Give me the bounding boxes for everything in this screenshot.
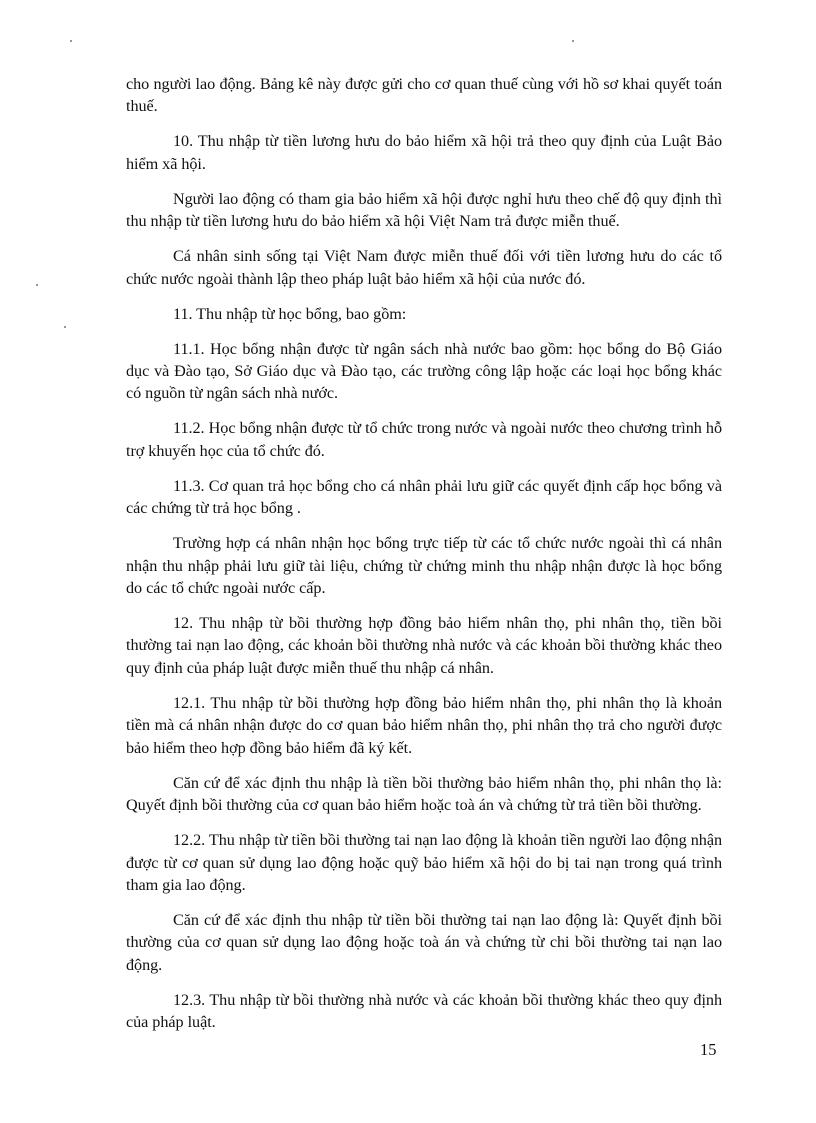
paragraph-item-10: 10. Thu nhập từ tiền lương hưu do bảo hiểm xã hội trả theo quy định của Luật Bảo hiểm xã hội. <box>126 132 722 173</box>
scan-speck <box>572 40 574 42</box>
paragraph: Cá nhân sinh sống tại Việt Nam được miễn thuế đối với tiền lương hưu do các tổ chức nước ngoài thành lập theo pháp luật bảo hiểm xã hội của nước đó. <box>126 247 722 288</box>
paragraph: Người lao động có tham gia bảo hiểm xã hội được nghỉ hưu theo chế độ quy định thì thu nhập từ tiền lương hưu do bảo hiểm xã hội Việt Nam trả được miễn thuế. <box>126 189 722 231</box>
scan-speck <box>64 326 66 328</box>
scan-speck <box>70 40 72 42</box>
document-body <box>126 73 722 1046</box>
page-number: 15 <box>700 1040 717 1059</box>
paragraph-item-12: 12. Thu nhập từ bồi thường hợp đồng bảo hiểm nhân thọ, phi nhân thọ, tiền bồi thường tai nạn lao động, các khoản bồi thường nhà nước và các khoản bồi thường khác theo quy định của pháp luật được miễn thuế thu nhập cá nhân. <box>126 614 722 677</box>
paragraph: Căn cứ để xác định thu nhập là tiền bồi thường bảo hiểm nhân thọ, phi nhân thọ là: Quyết định bồi thường của cơ quan bảo hiểm hoặc toà án và chứng từ trả tiền bồi thường. <box>126 773 722 815</box>
paragraph: Căn cứ để xác định thu nhập từ tiền bồi thường tai nạn lao động là: Quyết định bồi thường của cơ quan sử dụng lao động hoặc toà án và chứng từ chi bồi thường tai nạn lao động. <box>126 910 722 974</box>
paragraph-item-11: 11. Thu nhập từ học bổng, bao gồm: <box>173 304 407 323</box>
paragraph-continuation: cho người lao động. Bảng kê này được gửi cho cơ quan thuế cùng với hồ sơ khai quyết toán thuế. <box>126 75 722 116</box>
paragraph-item-12-2: 12.2. Thu nhập từ tiền bồi thường tai nạn lao động là khoản tiền người lao động nhận được từ cơ quan sử dụng lao động hoặc quỹ bảo hiểm xã hội do bị tai nạn trong quá trình tham gia lao động. <box>126 831 722 894</box>
paragraph-item-11-2: 11.2. Học bổng nhận được từ tổ chức trong nước và ngoài nước theo chương trình hỗ trợ khuyến học của tổ chức đó. <box>126 419 722 460</box>
paragraph: Trường hợp cá nhân nhận học bổng trực tiếp từ các tổ chức nước ngoài thì cá nhân nhận thu nhập phải lưu giữ tài liệu, chứng từ chứng minh thu nhập nhận được là học bổng do các tổ chức ngoài nước cấp. <box>126 534 722 598</box>
paragraph-item-12-3: 12.3. Thu nhập từ bồi thường nhà nước và các khoản bồi thường khác theo quy định của pháp luật. <box>126 990 722 1032</box>
paragraph-item-12-1: 12.1. Thu nhập từ bồi thường hợp đồng bảo hiểm nhân thọ, phi nhân thọ là khoản tiền mà cá nhân nhận được do cơ quan bảo hiểm nhân thọ, phi nhân thọ trả cho người được bảo hiểm theo hợp đồng bảo hiểm đã ký kết. <box>126 693 722 757</box>
paragraph-item-11-1: 11.1. Học bổng nhận được từ ngân sách nhà nước bao gồm: học bổng do Bộ Giáo dục và Đào tạo, Sở Giáo dục và Đào tạo, các trường công lập hoặc các loại học bổng khác có nguồn từ ngân sách nhà nước. <box>126 339 722 403</box>
paragraph-item-11-3: 11.3. Cơ quan trả học bổng cho cá nhân phải lưu giữ các quyết định cấp học bổng và các chứng từ trả học bổng . <box>126 476 722 518</box>
scan-speck <box>36 284 38 286</box>
